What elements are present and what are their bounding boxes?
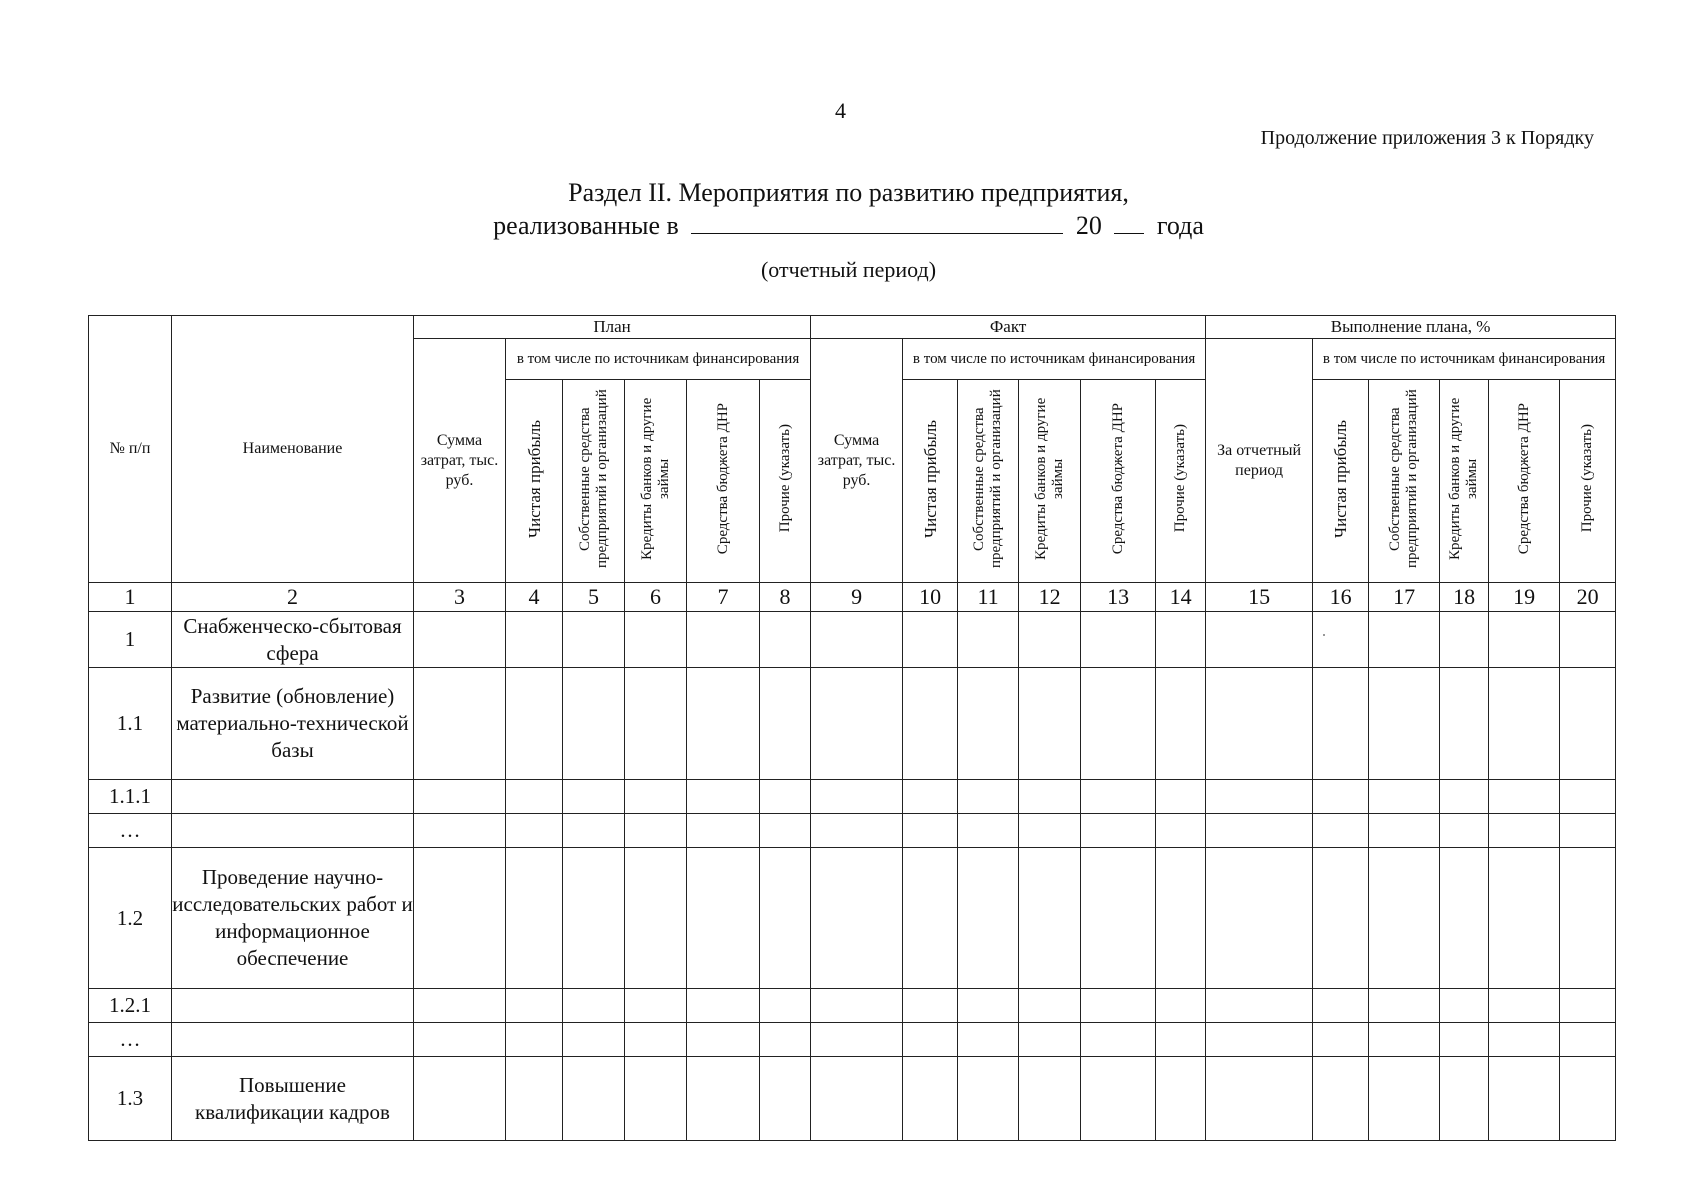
header-plan: План — [414, 316, 811, 339]
header-plan-sum: Сумма затрат, тыс. руб. — [414, 339, 506, 583]
header-completion-net-profit: Чистая прибыль — [1313, 380, 1369, 583]
header-completion: Выполнение плана, % — [1206, 316, 1616, 339]
col-number: 4 — [506, 583, 563, 612]
header-fact-sum: Сумма затрат, тыс. руб. — [811, 339, 903, 583]
title-line-2 — [0, 209, 1697, 242]
table-row — [89, 989, 1616, 1023]
col-number: 10 — [903, 583, 958, 612]
col-number: 5 — [563, 583, 625, 612]
header-num: № п/п — [89, 316, 172, 583]
column-number-row — [89, 583, 1616, 612]
row-num: 1.1.1 — [89, 780, 172, 814]
row-name: Развитие (обновление) материально-технической базы — [172, 668, 414, 780]
table-row — [89, 814, 1616, 848]
row-name: Снабженческо-сбытовая сфера — [172, 612, 414, 668]
header-completion-sources: в том числе по источникам финансирования — [1313, 339, 1616, 380]
col-number: 19 — [1489, 583, 1560, 612]
col-number: 3 — [414, 583, 506, 612]
header-plan-own-funds: Собственные средства предприятий и организаций — [563, 380, 625, 583]
title-year: 20 — [1075, 211, 1102, 240]
col-number: 17 — [1369, 583, 1440, 612]
row-num: 1.1 — [89, 668, 172, 780]
col-number: 8 — [760, 583, 811, 612]
header-fact-other: Прочие (указать) — [1156, 380, 1206, 583]
col-number: 14 — [1156, 583, 1206, 612]
table-row — [89, 848, 1616, 989]
table-row — [89, 612, 1616, 668]
row-num: … — [89, 1023, 172, 1057]
row-num: 1.3 — [89, 1057, 172, 1141]
header-fact-sources: в том числе по источникам финансирования — [903, 339, 1206, 380]
scan-speck — [1323, 634, 1325, 636]
header-plan-budget: Средства бюджета ДНР — [687, 380, 760, 583]
header-completion-budget: Средства бюджета ДНР — [1489, 380, 1560, 583]
row-num: 1 — [89, 612, 172, 668]
header-name: Наименование — [172, 316, 414, 583]
table-row — [89, 780, 1616, 814]
row-name — [172, 1023, 414, 1057]
title-suffix: года — [1156, 211, 1204, 240]
measures-table — [88, 315, 1616, 1141]
row-num: 1.2.1 — [89, 989, 172, 1023]
row-name — [172, 780, 414, 814]
row-name — [172, 989, 414, 1023]
header-plan-other: Прочие (указать) — [760, 380, 811, 583]
col-number: 12 — [1019, 583, 1081, 612]
row-name — [172, 814, 414, 848]
table-row — [89, 668, 1616, 780]
header-fact-net-profit: Чистая прибыль — [903, 380, 958, 583]
header-completion-own-funds: Собственные средства предприятий и организаций — [1369, 380, 1440, 583]
row-num: … — [89, 814, 172, 848]
header-fact: Факт — [811, 316, 1206, 339]
row-name: Проведение научно-исследовательских работ и информационное обеспечение — [172, 848, 414, 989]
col-number: 1 — [89, 583, 172, 612]
col-number: 7 — [687, 583, 760, 612]
table-row — [89, 1023, 1616, 1057]
header-plan-net-profit: Чистая прибыль — [506, 380, 563, 583]
section-title — [0, 176, 1697, 242]
header-plan-bank-loans: Кредиты банков и другие займы — [625, 380, 687, 583]
col-number: 9 — [811, 583, 903, 612]
header-fact-own-funds: Собственные средства предприятий и организаций — [958, 380, 1019, 583]
period-blank — [691, 211, 1063, 234]
page-number: 4 — [835, 98, 846, 123]
year-blank — [1114, 211, 1144, 234]
header-for-period: За отчетный период — [1206, 339, 1313, 583]
period-caption: (отчетный период) — [760, 257, 937, 282]
header-fact-bank-loans: Кредиты банков и другие займы — [1019, 380, 1081, 583]
header-completion-bank-loans: Кредиты банков и другие займы — [1440, 380, 1489, 583]
header-plan-sources: в том числе по источникам финансирования — [506, 339, 811, 380]
col-number: 20 — [1560, 583, 1616, 612]
col-number: 16 — [1313, 583, 1369, 612]
header-fact-budget: Средства бюджета ДНР — [1081, 380, 1156, 583]
table-row — [89, 1057, 1616, 1141]
col-number: 2 — [172, 583, 414, 612]
title-prefix: реализованные в — [493, 211, 679, 240]
continuation-note: Продолжение приложения 3 к Порядку — [1260, 127, 1594, 149]
col-number: 6 — [625, 583, 687, 612]
col-number: 15 — [1206, 583, 1313, 612]
row-name: Повышение квалификации кадров — [172, 1057, 414, 1141]
col-number: 13 — [1081, 583, 1156, 612]
col-number: 11 — [958, 583, 1019, 612]
title-line-1: Раздел II. Мероприятия по развитию предприятия, — [568, 178, 1129, 207]
col-number: 18 — [1440, 583, 1489, 612]
row-num: 1.2 — [89, 848, 172, 989]
header-completion-other: Прочие (указать) — [1560, 380, 1616, 583]
